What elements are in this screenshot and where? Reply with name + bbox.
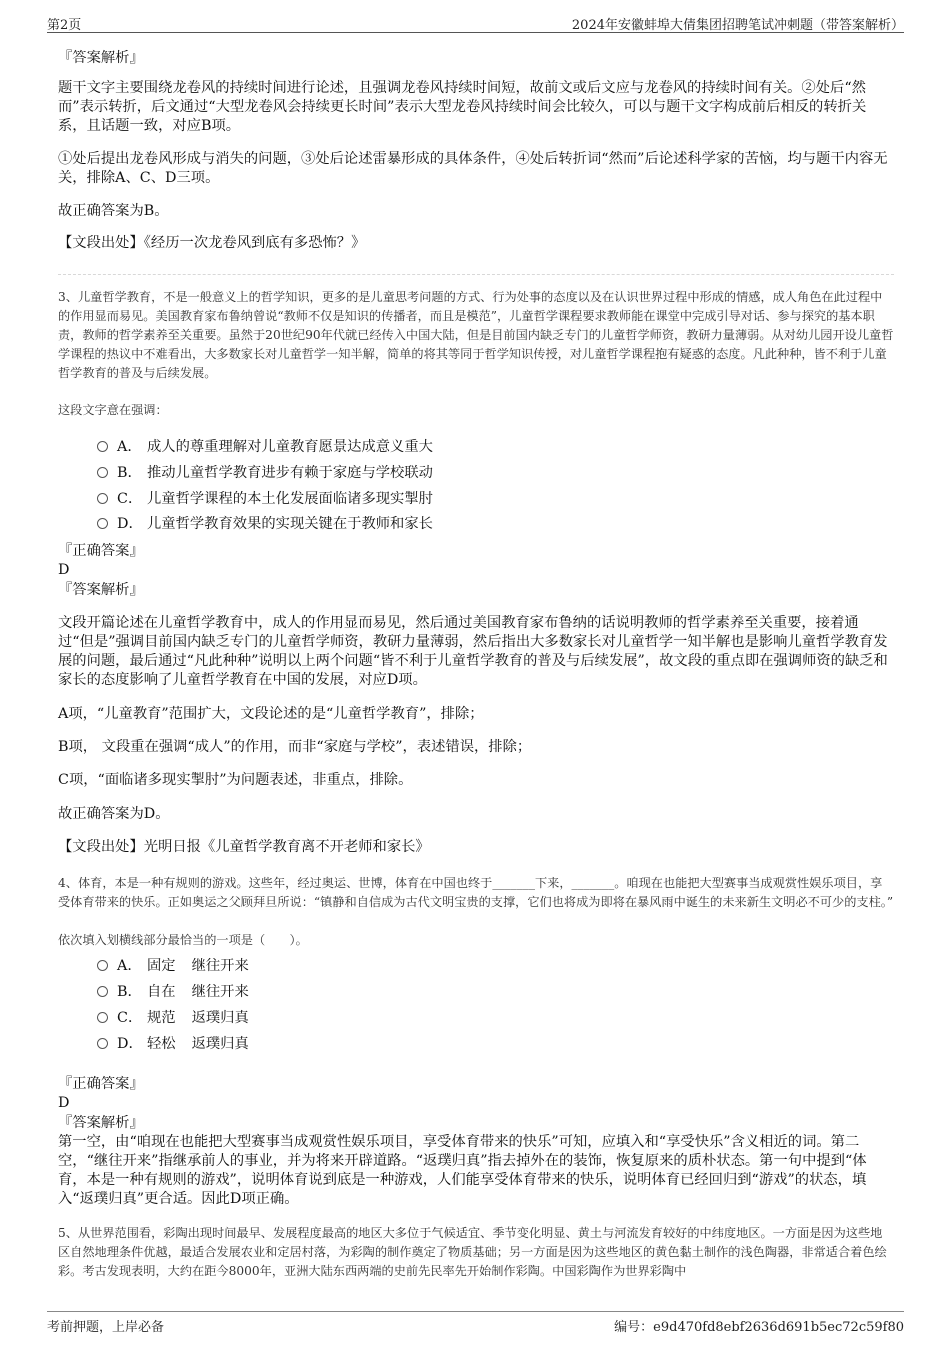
option-word-2: 返璞归真 <box>191 1010 249 1026</box>
q4-option-a[interactable] <box>97 957 249 975</box>
option-letter: C． <box>117 1010 143 1026</box>
radio-icon[interactable] <box>97 518 108 529</box>
q4-stem: 4、体育，本是一种有规则的游戏。这些年，经过奥运、世博，体育在中国也终于_______下来，_______。咱现在也能把大型赛事当成观赏性娱乐项目，享受体育带来的快乐。正如奥运之父顾拜旦所说：“镇静和自信成为古代文明宝贵的支撑，它们也将成为即将在暴风雨中诞生的未来新生文明必不可少的支柱。” <box>58 876 894 909</box>
q3-analysis-c: C项，“面临诸多现实掣肘”为问题表述，非重点，排除。 <box>58 772 413 788</box>
q4-analysis-heading: 『答案解析』 <box>58 1115 144 1131</box>
option-letter: B． <box>117 465 142 481</box>
q3-analysis-text: 文段开篇论述在儿童哲学教育中，成人的作用显而易见，然后通过美国教育家布鲁纳的话说明教师的哲学素养至关重要，接着通过“但是”强调目前国内缺乏专门的儿童哲学师资，教研力量薄弱，然后指出大多数家长对儿童哲学一知半解也是影响儿童哲学教育发展的问题，最后通过“凡此种种”说明以上两个问题“皆不利于儿童哲学教育的普及与后续发展”，故文段的重点即在强调师资的缺乏和家长的态度影响了儿童哲学教育在中国的发展，对应D项。 <box>58 615 888 688</box>
q3-conclusion: 故正确答案为D。 <box>58 806 170 822</box>
option-word-1: 轻松 <box>147 1036 176 1052</box>
option-word-2: 返璞归真 <box>191 1036 249 1052</box>
radio-icon[interactable] <box>97 467 108 478</box>
q4-option-b[interactable] <box>97 983 249 1001</box>
option-letter: D． <box>117 1036 143 1052</box>
q3-analysis-heading: 『答案解析』 <box>58 582 144 598</box>
q3-option-d[interactable] <box>97 515 433 533</box>
option-text: 儿童哲学教育效果的实现关键在于教师和家长 <box>147 516 433 532</box>
q3-option-c[interactable] <box>97 490 433 508</box>
q2-source: 【文段出处】《经历一次龙卷风到底有多恐怖？》 <box>58 235 366 251</box>
option-letter: A． <box>117 439 142 455</box>
radio-icon[interactable] <box>97 986 108 997</box>
option-text: 推动儿童哲学教育进步有赖于家庭与学校联动 <box>147 465 433 481</box>
q4-analysis-text: 第一空，由“咱现在也能把大型赛事当成观赏性娱乐项目，享受体育带来的快乐”可知，应填入和“享受快乐”含义相近的词。第二空，“继往开来”指继承前人的事业，并为将来开辟道路。“返璞归真”指去掉外在的装饰，恢复原来的质朴状态。第一句中提到“体育，本是一种有规则的游戏”，说明体育说到底是一种游戏，人们能享受体育带来的快乐，说明体育已经回归到“游戏”的状态，填入“返璞归真”更合适。因此D项正确。 <box>58 1134 867 1207</box>
page-number: 第2页 <box>47 18 82 33</box>
q3-analysis-b: B项， 文段重在强调“成人”的作用，而非“家庭与学校”，表述错误，排除； <box>58 739 532 755</box>
question-divider <box>58 274 894 275</box>
q3-prompt: 这段文字意在强调： <box>58 403 168 417</box>
document-code <box>614 1316 904 1335</box>
option-letter: A． <box>117 958 142 974</box>
radio-icon[interactable] <box>97 1012 108 1023</box>
option-word-2: 继往开来 <box>191 958 249 974</box>
q4-prompt: 依次填入划横线部分最恰当的一项是（ ）。 <box>58 933 308 947</box>
option-word-2: 继往开来 <box>191 984 249 1000</box>
option-word-1: 固定 <box>147 958 176 974</box>
option-letter: B． <box>117 984 142 1000</box>
q3-answer-heading: 『正确答案』 <box>58 543 144 559</box>
option-letter: D． <box>117 516 143 532</box>
option-text: 成人的尊重理解对儿童教育愿景达成意义重大 <box>147 439 433 455</box>
q2-analysis-text-2: ①处后提出龙卷风形成与消失的问题，③处后论述雷暴形成的具体条件，④处后转折词“然而”后论述科学家的苦恼，均与题干内容无关，排除A、C、D三项。 <box>58 151 888 186</box>
radio-icon[interactable] <box>97 493 108 504</box>
q3-stem: 3、儿童哲学教育，不是一般意义上的哲学知识，更多的是儿童思考问题的方式、行为处事的态度以及在认识世界过程中形成的情感，成人角色在此过程中的作用显而易见。美国教育家布鲁纳曾说“教师不仅是知识的传播者，而且是模范”，儿童哲学课程要求教师能在课堂中完成引导对话、参与探究的基本职责，教师的哲学素养至关重要。虽然于20世纪90年代就已经传入中国大陆，但是目前国内缺乏专门的儿童哲学师资，教研力量薄弱。从对幼儿园开设儿童哲学课程的热议中不难看出，大多数家长对儿童哲学一知半解，简单的将其等同于哲学知识传授，对儿童哲学课程抱有疑惑的态度。凡此种种，皆不利于儿童哲学教育的普及与后续发展。 <box>58 290 894 380</box>
option-text: 儿童哲学课程的本土化发展面临诸多现实掣肘 <box>147 491 433 507</box>
footer-slogan: 考前押题，上岸必备 <box>47 1320 165 1335</box>
code-label: 编号： <box>614 1320 654 1335</box>
page-footer <box>47 1311 904 1335</box>
q4-option-c[interactable] <box>97 1009 249 1027</box>
code-value: e9d470fd8ebf2636d691b5ec72c59f80 <box>653 1320 904 1335</box>
radio-icon[interactable] <box>97 960 108 971</box>
option-letter: C． <box>117 491 143 507</box>
q4-answer: D <box>58 1095 70 1111</box>
q2-analysis-heading: 『答案解析』 <box>58 50 144 66</box>
q2-analysis-text: 题干文字主要围绕龙卷风的持续时间进行论述，且强调龙卷风持续时间短，故前文或后文应与龙卷风的持续时间有关。②处后“然而”表示转折，后文通过“大型龙卷风会持续更长时间”表示大型龙卷风持续时间会比较久，可以与题干文字构成前后相反的转折关系，且话题一致，对应B项。 <box>58 80 867 134</box>
q4-answer-heading: 『正确答案』 <box>58 1076 144 1092</box>
q3-source: 【文段出处】光明日报《儿童哲学教育离不开老师和家长》 <box>58 839 430 855</box>
q3-option-a[interactable] <box>97 438 433 456</box>
q3-analysis-a: A项，“儿童教育”范围扩大，文段论述的是“儿童哲学教育”，排除； <box>58 706 484 722</box>
option-word-1: 自在 <box>147 984 176 1000</box>
radio-icon[interactable] <box>97 441 108 452</box>
q4-option-d[interactable] <box>97 1035 249 1053</box>
q2-conclusion: 故正确答案为B。 <box>58 203 169 219</box>
q3-option-b[interactable] <box>97 464 433 482</box>
q3-answer: D <box>58 562 70 578</box>
radio-icon[interactable] <box>97 1038 108 1049</box>
option-word-1: 规范 <box>147 1010 176 1026</box>
page-header <box>47 12 904 33</box>
q5-stem: 5、从世界范围看，彩陶出现时间最早、发展程度最高的地区大多位于气候适宜、季节变化明显、黄土与河流发育较好的中纬度地区。一方面是因为这些地区自然地理条件优越，最适合发展农业和定居村落，为彩陶的制作奠定了物质基础；另一方面是因为这些地区的黄色黏土制作的浅色陶器，非常适合着色绘彩。考古发现表明，大约在距今8000年，亚洲大陆东西两端的史前先民率先开始制作彩陶。中国彩陶作为世界彩陶中 <box>58 1226 887 1278</box>
document-title: 2024年安徽蚌埠大倩集团招聘笔试冲刺题（带答案解析） <box>571 18 904 33</box>
